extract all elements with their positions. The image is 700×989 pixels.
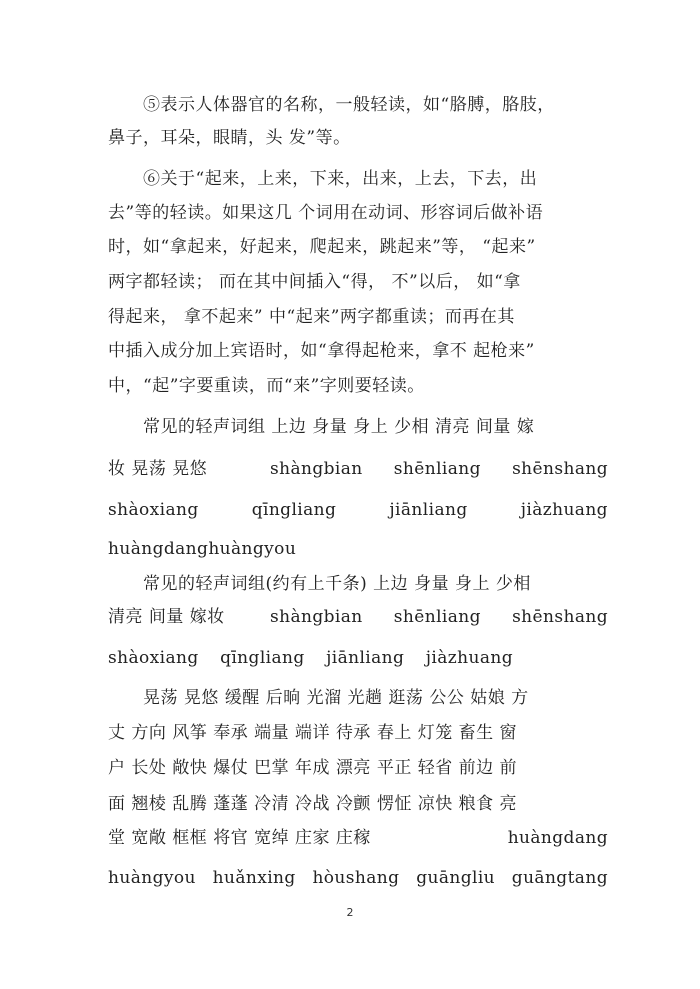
- paragraph-line: 鼻子，耳朵，眼睛，头 发”等。: [108, 128, 351, 148]
- pinyin-item: qīngliang: [220, 648, 305, 668]
- pinyin-item: huàngyou: [108, 868, 196, 888]
- pinyin-item: jiàzhuang: [425, 648, 513, 668]
- paragraph-line: 堂 宽敞 框框 将官 宽绰 庄家 庄稼: [108, 828, 371, 848]
- page-number: 2: [346, 906, 354, 919]
- pinyin-item: jiàzhuang: [520, 500, 608, 520]
- pinyin-item: shēnliang: [393, 607, 481, 627]
- pinyin-row: [108, 866, 608, 890]
- paragraph-line: 两字都轻读； 而在其中间插入“得， 不”以后， 如“拿: [108, 272, 521, 292]
- paragraph-line: 中，“起”字要重读，而“来”字则要轻读。: [108, 376, 425, 396]
- pinyin-item: huǎnxing: [212, 868, 296, 888]
- paragraph-line: 户 长处 敞快 爆仗 巴掌 年成 漂亮 平正 轻省 前边 前: [108, 758, 518, 778]
- pinyin-item: shàngbian: [270, 459, 363, 479]
- pinyin-row: [495, 826, 608, 850]
- paragraph-line: 得起来， 拿不起来” 中“起来”两字都重读；而再在其: [108, 307, 515, 327]
- pinyin-row: [108, 498, 608, 522]
- pinyin-item: jiānliang: [389, 500, 468, 520]
- paragraph-line: 清亮 间量 嫁妆: [108, 607, 225, 627]
- pinyin-item: shēnliang: [393, 459, 481, 479]
- paragraph-line: 妆 晃荡 晃悠: [108, 459, 208, 479]
- paragraph-line: ⑤表示人体器官的名称，一般轻读，如“胳膊，胳肢，: [143, 95, 555, 115]
- pinyin-row: [108, 646, 513, 670]
- pinyin-item: shàoxiang: [108, 648, 199, 668]
- pinyin-item: guāngliu: [416, 868, 496, 888]
- pinyin-item: guāngtang: [511, 868, 608, 888]
- pinyin-item: shēnshang: [512, 607, 608, 627]
- pinyin-row: [108, 537, 297, 561]
- pinyin-item: hòushang: [312, 868, 400, 888]
- pinyin-item: huàngdang: [108, 539, 209, 559]
- paragraph-line: 常见的轻声词组(约有上千条) 上边 身量 身上 少相: [143, 574, 531, 594]
- pinyin-item: jiānliang: [326, 648, 405, 668]
- paragraph-line: 面 翘棱 乱腾 蓬蓬 冷清 冷战 冷颤 愣怔 凉快 粮食 亮: [108, 794, 518, 814]
- pinyin-item: shēnshang: [512, 459, 608, 479]
- pinyin-row: [270, 605, 608, 629]
- paragraph-line: 晃荡 晃悠 缓醒 后晌 光溜 光趟 逛荡 公公 姑娘 方: [143, 688, 529, 708]
- paragraph-line: 常见的轻声词组 上边 身量 身上 少相 清亮 间量 嫁: [143, 417, 535, 437]
- paragraph-line: ⑥关于“起来，上来，下来，出来，上去，下去，出: [143, 169, 538, 189]
- paragraph-line: 去”等的轻读。如果这几 个词用在动词、形容词后做补语: [108, 203, 544, 223]
- pinyin-item: shàngbian: [270, 607, 363, 627]
- pinyin-item: huàngdang: [507, 828, 608, 848]
- pinyin-row: [270, 457, 608, 481]
- pinyin-item: huàngyou: [208, 539, 297, 559]
- paragraph-line: 时，如“拿起来，好起来，爬起来，跳起来”等， “起来”: [108, 237, 536, 257]
- paragraph-line: 中插入成分加上宾语时，如“拿得起枪来，拿不 起枪来”: [108, 341, 535, 361]
- pinyin-item: qīngliang: [251, 500, 337, 520]
- pinyin-item: shàoxiang: [108, 500, 199, 520]
- paragraph-line: 丈 方向 风筝 奉承 端量 端详 待承 春上 灯笼 畜生 窗: [108, 723, 518, 743]
